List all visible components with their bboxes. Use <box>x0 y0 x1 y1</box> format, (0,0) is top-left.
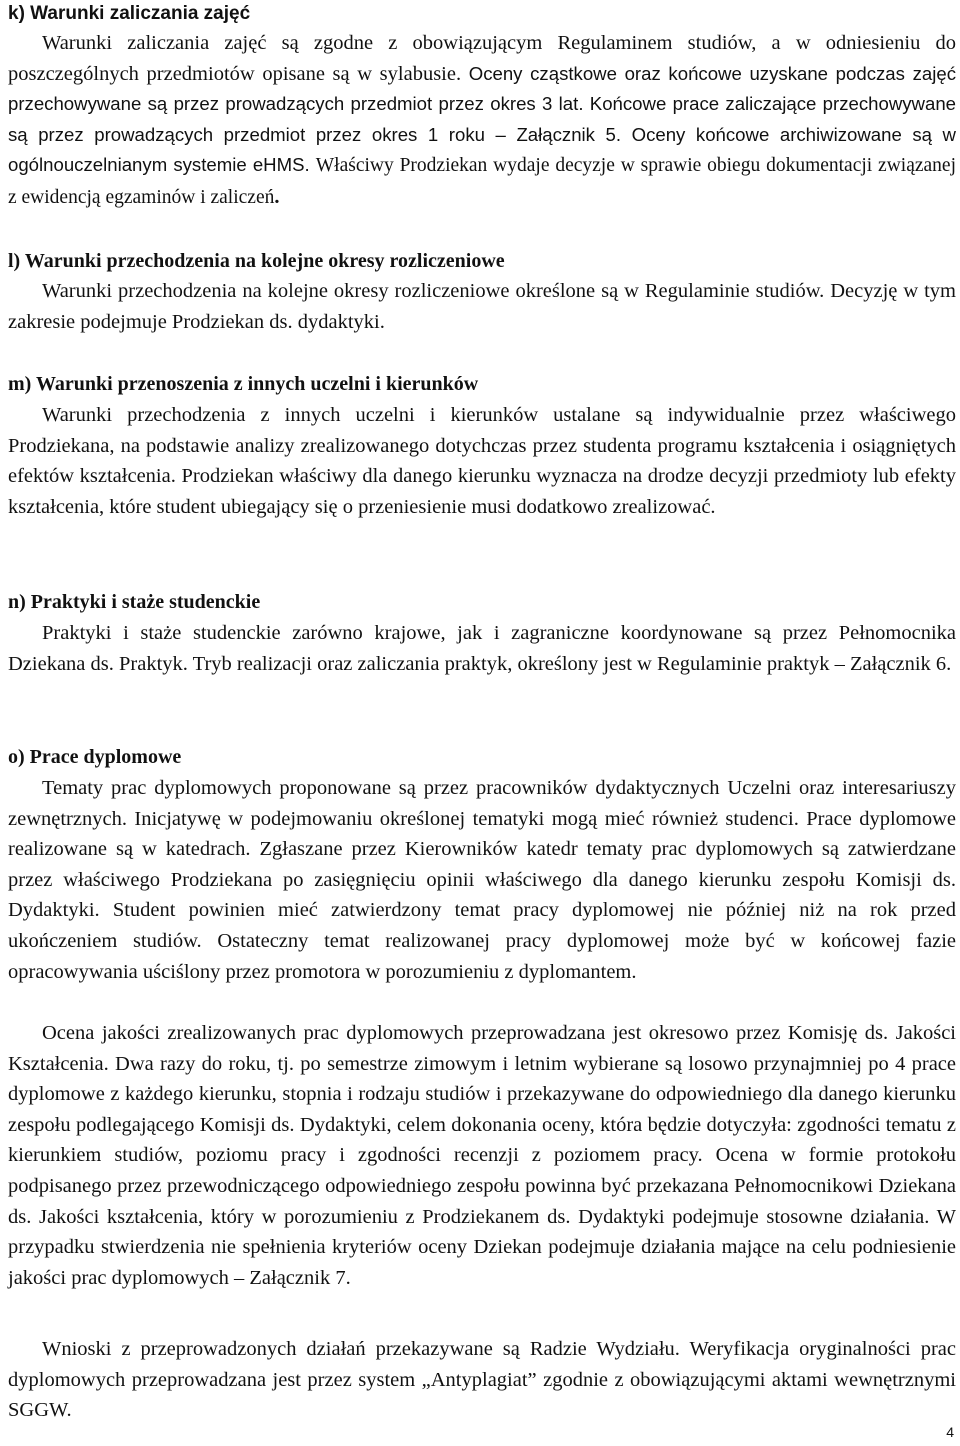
section-m-paragraph: Warunki przechodzenia z innych uczelni i kierunków ustalane są indywidualnie przez właściwego Prodziekana, na podstawie analizy zrealizowanego dotychczas przez studenta programu kształcenia i osiągniętych efektów kształcenia. Prodziekan właściwy dla danego kierunku wyznacza na drodze decyzji przedmioty lub efekty kształcenia, które student ubiegający się o przeniesienie musi dodatkowo zrealizować. <box>8 404 956 518</box>
section-o-heading: o) Prace dyplomowe <box>8 746 182 768</box>
section-k-end-mark: . <box>274 185 280 208</box>
section-k-paragraph <box>8 28 956 214</box>
section-o-paragraph-1: Tematy prac dyplomowych proponowane są przez pracowników dydaktycznych Uczelni oraz interesariuszy zewnętrznych. Inicjatywę w podejmowaniu określonej tematyki mogą mieć również studenci. Prace dyplomowe realizowane są w katedrach. Zgłaszane przez Kierowników katedr tematy prac dyplomowych są zatwierdzane przez właściwego Prodziekana po zasięgnięciu opinii właściwego dla danego kierunku zespołu Komisji ds. Dydaktyki. Student powinien mieć zatwierdzony temat pracy dyplomowej nie później niż na rok przed ukończeniem studiów. Ostateczny temat realizowanej pracy dyplomowej może być w końcowej fazie opracowywania uściślony przez promotora w porozumieniu z dyplomantem. <box>8 777 956 983</box>
section-m-heading: m) Warunki przenoszenia z innych uczelni i kierunków <box>8 373 479 395</box>
page-number: 4 <box>946 1424 954 1440</box>
section-k-serif-text: Warunki zaliczania zajęć są zgodne z obowiązującym Regulaminem studiów, a w odniesieniu do poszczególnych przedmiotów opisane są w sylabusie. <box>8 32 956 85</box>
section-n-paragraph: Praktyki i staże studenckie zarówno krajowe, jak i zagraniczne koordynowane są przez Pełnomocnika Dziekana ds. Praktyk. Tryb realizacji oraz zaliczania praktyk, określony jest w Regulaminie praktyk – Załącznik 6. <box>8 622 956 675</box>
section-o-paragraph-2: Ocena jakości zrealizowanych prac dyplomowych przeprowadzana jest okresowo przez Komisję ds. Jakości Kształcenia. Dwa razy do roku, tj. po semestrze zimowym i letnim wybierane są losowo przynajmniej po 4 prace dyplomowe z każdego kierunku, stopnia i rodzaju studiów i przekazywane do odpowiedniego dla danego kierunku zespołu podlegającego Komisji ds. Dydaktyki, celem dokonania oceny, która będzie dotyczyła: zgodności tematu z kierunkiem studiów, poziomu pracy i zgodności recenzji z poziomem pracy. Ocena w formie protokołu podpisanego przez przewodniczącego odpowiedniego zespołu powinna być przekazana Pełnomocnikowi Dziekana ds. Jakości kształcenia, który w porozumieniu z Prodziekanem ds. Dydaktyki podejmuje stosowne działania. W przypadku stwierdzenia nie spełnienia kryteriów oceny Dziekan podejmuje działania mające na celu podniesienie jakości prac dyplomowych – Załącznik 7. <box>8 1022 956 1289</box>
section-l-heading: l) Warunki przechodzenia na kolejne okresy rozliczeniowe <box>8 250 505 272</box>
section-n-heading: n) Praktyki i staże studenckie <box>8 591 261 613</box>
section-k-heading: k) Warunki zaliczania zajęć <box>8 3 251 24</box>
section-k-sans-text-a: Oceny cząstkowe oraz końcowe uzyskane podczas zajęć przechowywane są przez prowadzących przedmiot przez okres 3 lat. Końcowe prace zaliczające przechowywane są przez prowadzących przedmiot przez okres 1 roku – Załącznik 5. Oceny końcowe archiwizowane są w ogólnouczelnianym systemie eHMS. <box>8 62 957 176</box>
section-o-paragraph-3: Wnioski z przeprowadzonych działań przekazywane są Radzie Wydziału. Weryfikacja oryginalności prac dyplomowych przeprowadzana jest przez system „Antyplagiat” zgodnie z obowiązującymi aktami wewnętrznymi SGGW. <box>8 1338 956 1422</box>
section-l-paragraph: Warunki przechodzenia na kolejne okresy rozliczeniowe określone są w Regulaminie studiów. Decyzję w tym zakresie podejmuje Prodziekan ds. dydaktyki. <box>8 280 956 333</box>
section-k-serif-text-b: Właściwy Prodziekan wydaje decyzje w sprawie obiegu dokumentacji związanej z ewidencją egzaminów i zaliczeń <box>8 155 957 208</box>
